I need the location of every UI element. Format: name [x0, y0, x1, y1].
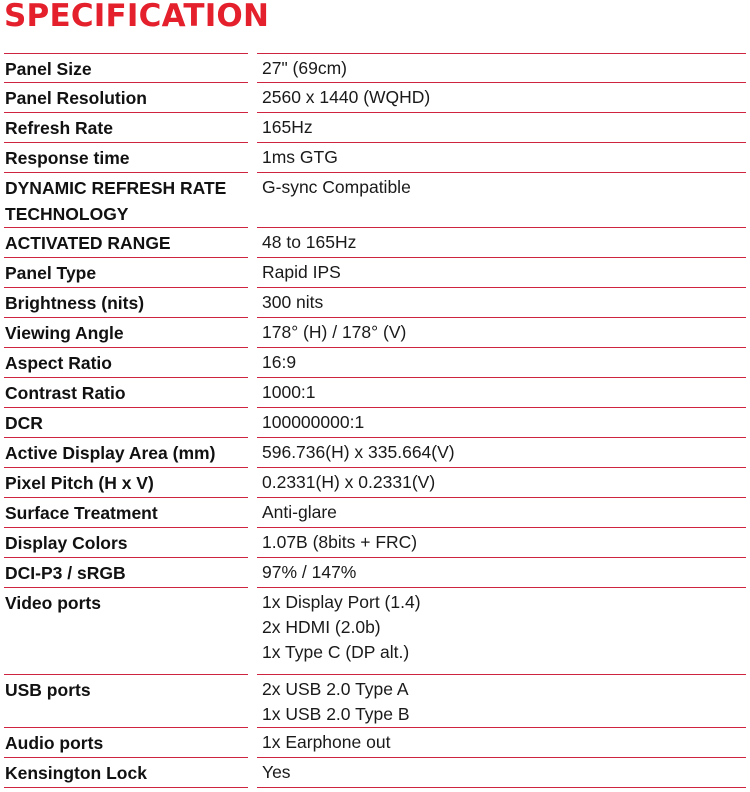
spec-row — [4, 558, 746, 588]
spec-row — [4, 758, 746, 788]
spec-value-cell — [257, 228, 746, 258]
spec-label-cell — [4, 348, 248, 378]
spec-label-cell — [4, 408, 248, 438]
spec-value: 1x USB 2.0 Type B — [262, 704, 410, 724]
spec-value-cell — [257, 528, 746, 558]
spec-value: 1ms GTG — [262, 147, 338, 167]
spec-label: Kensington Lock — [5, 763, 147, 783]
spec-label: Refresh Rate — [5, 118, 113, 138]
spec-label-cell — [4, 528, 248, 558]
spec-label-cell — [4, 83, 248, 113]
spec-label: DYNAMIC REFRESH RATE TECHNOLOGY — [5, 178, 227, 224]
spec-label-cell — [4, 378, 248, 408]
spec-value-cell — [257, 288, 746, 318]
spec-label-cell — [4, 258, 248, 288]
spec-row — [4, 173, 746, 228]
spec-row — [4, 378, 746, 408]
spec-value-cell — [257, 558, 746, 588]
spec-label-cell — [4, 728, 248, 758]
spec-value: 1x Earphone out — [262, 732, 391, 752]
spec-value: 16:9 — [262, 352, 297, 372]
spec-label: Surface Treatment — [5, 503, 158, 523]
spec-label: ACTIVATED RANGE — [5, 233, 171, 253]
spec-label: Video ports — [5, 593, 101, 613]
spec-value: 596.736(H) x 335.664(V) — [262, 442, 455, 462]
page-title: SPECIFICATION — [4, 0, 270, 34]
spec-row — [4, 498, 746, 528]
spec-value-cell — [257, 173, 746, 228]
spec-value: 2x USB 2.0 Type A — [262, 679, 409, 699]
spec-value: 2560 x 1440 (WQHD) — [262, 87, 431, 107]
spec-value-cell — [257, 53, 746, 83]
spec-value: Anti-glare — [262, 502, 337, 522]
spec-label-cell — [4, 173, 248, 228]
spec-label-cell — [4, 113, 248, 143]
spec-label: Response time — [5, 148, 130, 168]
spec-label: DCR — [5, 413, 43, 433]
spec-label: Audio ports — [5, 733, 104, 753]
spec-value: 1.07B (8bits + FRC) — [262, 532, 418, 552]
spec-value: 1x Type C (DP alt.) — [262, 642, 410, 662]
spec-row — [4, 408, 746, 438]
spec-value: 2x HDMI (2.0b) — [262, 617, 381, 637]
spec-value-cell — [257, 113, 746, 143]
spec-value-cell — [257, 468, 746, 498]
spec-row — [4, 53, 746, 83]
spec-value-cell — [257, 728, 746, 758]
spec-row — [4, 143, 746, 173]
spec-value-cell — [257, 408, 746, 438]
spec-value-cell — [257, 498, 746, 528]
spec-value-cell — [257, 318, 746, 348]
spec-label: Viewing Angle — [5, 323, 124, 343]
spec-row — [4, 258, 746, 288]
spec-label: Contrast Ratio — [5, 383, 126, 403]
spec-label: Panel Size — [5, 59, 92, 79]
spec-label-cell — [4, 468, 248, 498]
spec-table — [4, 53, 746, 788]
spec-value: 0.2331(H) x 0.2331(V) — [262, 472, 436, 492]
spec-label: Brightness (nits) — [5, 293, 145, 313]
spec-label-cell — [4, 53, 248, 83]
spec-value: 178° (H) / 178° (V) — [262, 322, 407, 342]
spec-value: 1x Display Port (1.4) — [262, 592, 421, 612]
spec-value-cell — [257, 378, 746, 408]
spec-value-cell — [257, 83, 746, 113]
spec-value-cell — [257, 348, 746, 378]
spec-label-cell — [4, 228, 248, 258]
spec-row — [4, 113, 746, 143]
spec-label: DCI-P3 / sRGB — [5, 563, 126, 583]
spec-label-cell — [4, 288, 248, 318]
spec-label: Aspect Ratio — [5, 353, 112, 373]
spec-label-cell — [4, 675, 248, 728]
spec-label-cell — [4, 758, 248, 788]
spec-row — [4, 588, 746, 675]
spec-value-cell — [257, 258, 746, 288]
spec-value: 300 nits — [262, 292, 324, 312]
spec-value: 165Hz — [262, 117, 313, 137]
spec-value-cell — [257, 438, 746, 468]
spec-value: 100000000:1 — [262, 412, 365, 432]
spec-label: Panel Resolution — [5, 88, 147, 108]
spec-row — [4, 318, 746, 348]
spec-value: G-sync Compatible — [262, 177, 411, 197]
spec-label: USB ports — [5, 680, 91, 700]
spec-value: 1000:1 — [262, 382, 316, 402]
spec-label: Pixel Pitch (H x V) — [5, 473, 154, 493]
spec-label-cell — [4, 143, 248, 173]
spec-value: 48 to 165Hz — [262, 232, 357, 252]
spec-row — [4, 438, 746, 468]
spec-value: 97% / 147% — [262, 562, 357, 582]
spec-label-cell — [4, 438, 248, 468]
spec-value-cell — [257, 143, 746, 173]
spec-value-cell — [257, 758, 746, 788]
spec-label-cell — [4, 558, 248, 588]
spec-row — [4, 228, 746, 258]
spec-label: Panel Type — [5, 263, 97, 283]
spec-row — [4, 528, 746, 558]
spec-row — [4, 468, 746, 498]
spec-value: 27" (69cm) — [262, 58, 347, 78]
spec-value: Rapid IPS — [262, 262, 341, 282]
spec-value: Yes — [262, 762, 291, 782]
spec-row — [4, 288, 746, 318]
spec-label-cell — [4, 588, 248, 675]
spec-row — [4, 675, 746, 728]
spec-label: Active Display Area (mm) — [5, 443, 216, 463]
spec-row — [4, 348, 746, 378]
spec-label: Display Colors — [5, 533, 128, 553]
spec-row — [4, 83, 746, 113]
spec-value-cell — [257, 675, 746, 728]
spec-label-cell — [4, 318, 248, 348]
spec-value-cell — [257, 588, 746, 675]
spec-label-cell — [4, 498, 248, 528]
spec-row — [4, 728, 746, 758]
